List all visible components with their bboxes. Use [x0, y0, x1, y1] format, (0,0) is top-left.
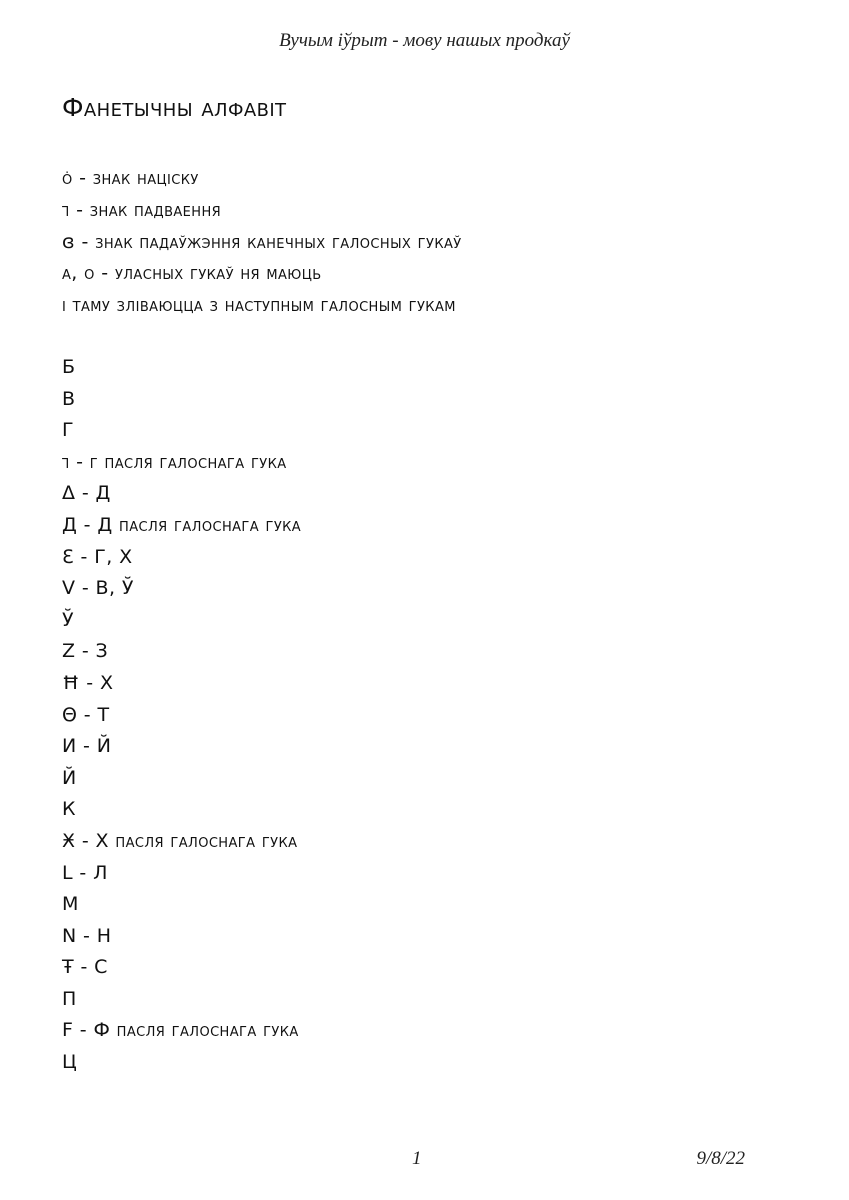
alphabet-row: Д - Д пасля галоснага гука [62, 513, 302, 536]
alphabet-row: Ц [62, 1051, 78, 1074]
alphabet-row: Ɛ - Г, Х [62, 545, 133, 568]
legend-item: і таму зліваюцца з наступным галосным гукам [62, 294, 456, 317]
alphabet-row: L - Л [62, 861, 108, 884]
legend-item: а, о - уласных гукаў ня маюць [62, 262, 322, 285]
alphabet-row: Θ - Т [62, 703, 110, 726]
alphabet-row: И - Й [62, 735, 112, 758]
legend-item: ȯ - знак націску [62, 167, 199, 189]
alphabet-row: N - Н [62, 924, 112, 947]
legend-item: ꞁ - знак падваення [62, 198, 222, 221]
running-header: Вучым іўрыт - мову нашых продкаў [279, 30, 570, 51]
alphabet-row: Г [62, 419, 74, 442]
alphabet-row: Ӿ - Х пасля галоснага гука [62, 829, 298, 852]
alphabet-row: П [62, 987, 77, 1010]
alphabet-row: Б [62, 356, 76, 378]
alphabet-row: Ħ - Х [62, 671, 114, 694]
alphabet-row: V - В, Ў [62, 577, 134, 600]
legend-item: ɞ - знак падаўжэння канечных галосных гукаў [62, 230, 462, 253]
page-number: 1 [412, 1148, 422, 1169]
alphabet-row: К [62, 798, 76, 821]
alphabet-row: Й [62, 766, 77, 789]
page-title: Фанетычны алфавіт [62, 93, 287, 122]
alphabet-row: В [62, 387, 76, 410]
alphabet-row: Δ - Д [62, 482, 111, 505]
footer-date: 9/8/22 [696, 1148, 745, 1169]
alphabet-row: Z - З [62, 640, 109, 663]
alphabet-list [62, 352, 301, 1079]
alphabet-row: М [62, 893, 79, 916]
alphabet-row: Ў [62, 608, 74, 631]
alphabet-row: Ŧ - С [62, 956, 108, 979]
notation-legend [62, 163, 462, 322]
alphabet-row: ꞁ - г пасля галоснага гука [62, 450, 287, 473]
alphabet-row: F - Ф пасля галоснага гука [62, 1019, 299, 1042]
